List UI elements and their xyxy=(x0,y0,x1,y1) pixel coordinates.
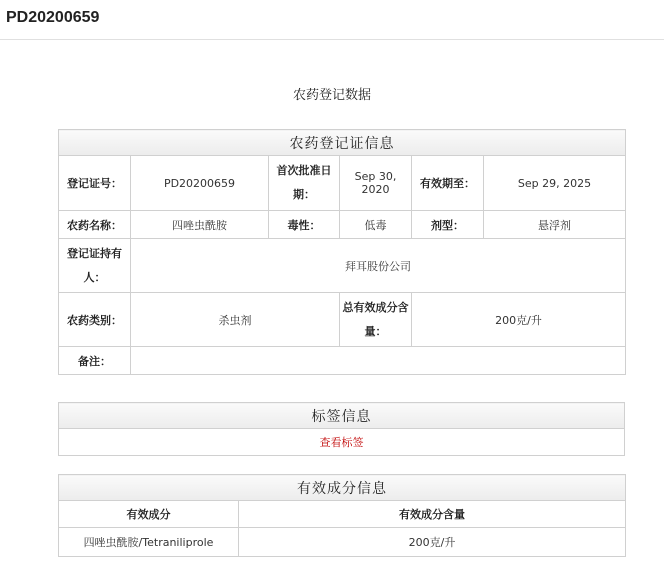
ingredient-info-table xyxy=(58,474,626,557)
first-approval-label: 首次批准日期： xyxy=(269,156,340,211)
reg-no-value: PD20200659 xyxy=(131,156,269,211)
page-title: 农药登记数据 xyxy=(292,88,371,103)
total-content-label: 总有效成分含量： xyxy=(340,293,412,347)
table-row xyxy=(59,528,626,557)
top-bar xyxy=(0,0,664,40)
name-label: 农药名称： xyxy=(59,211,131,239)
ingredient-info-heading: 有效成分信息 xyxy=(59,475,626,501)
remarks-label: 备注： xyxy=(59,347,131,375)
total-content-value: 200克/升 xyxy=(412,293,626,347)
toxicity-value: 低毒 xyxy=(340,211,412,239)
formulation-value: 悬浮剂 xyxy=(484,211,626,239)
holder-label: 登记证持有人： xyxy=(59,239,131,293)
valid-until-label: 有效期至： xyxy=(412,156,484,211)
content-column-header: 有效成分含量 xyxy=(239,501,626,528)
label-info-table xyxy=(58,402,625,456)
category-value: 杀虫剂 xyxy=(131,293,340,347)
remarks-value xyxy=(131,347,626,375)
holder-value: 拜耳股份公司 xyxy=(131,239,626,293)
name-value: 四唑虫酰胺 xyxy=(131,211,269,239)
ingredient-column-header: 有效成分 xyxy=(59,501,239,528)
registration-number-heading: PD20200659 xyxy=(6,9,100,26)
registration-info-heading: 农药登记证信息 xyxy=(59,130,626,156)
formulation-label: 剂型： xyxy=(412,211,484,239)
ingredient-cell: 四唑虫酰胺/Tetraniliprole xyxy=(59,528,239,557)
first-approval-value: Sep 30, 2020 xyxy=(340,156,412,211)
registration-info-table xyxy=(58,129,626,375)
reg-no-label: 登记证号： xyxy=(59,156,131,211)
view-label-link[interactable]: 查看标签 xyxy=(319,436,364,449)
content-cell: 200克/升 xyxy=(239,528,626,557)
valid-until-value: Sep 29, 2025 xyxy=(484,156,626,211)
toxicity-label: 毒性： xyxy=(269,211,340,239)
category-label: 农药类别： xyxy=(59,293,131,347)
label-info-heading: 标签信息 xyxy=(59,403,625,429)
